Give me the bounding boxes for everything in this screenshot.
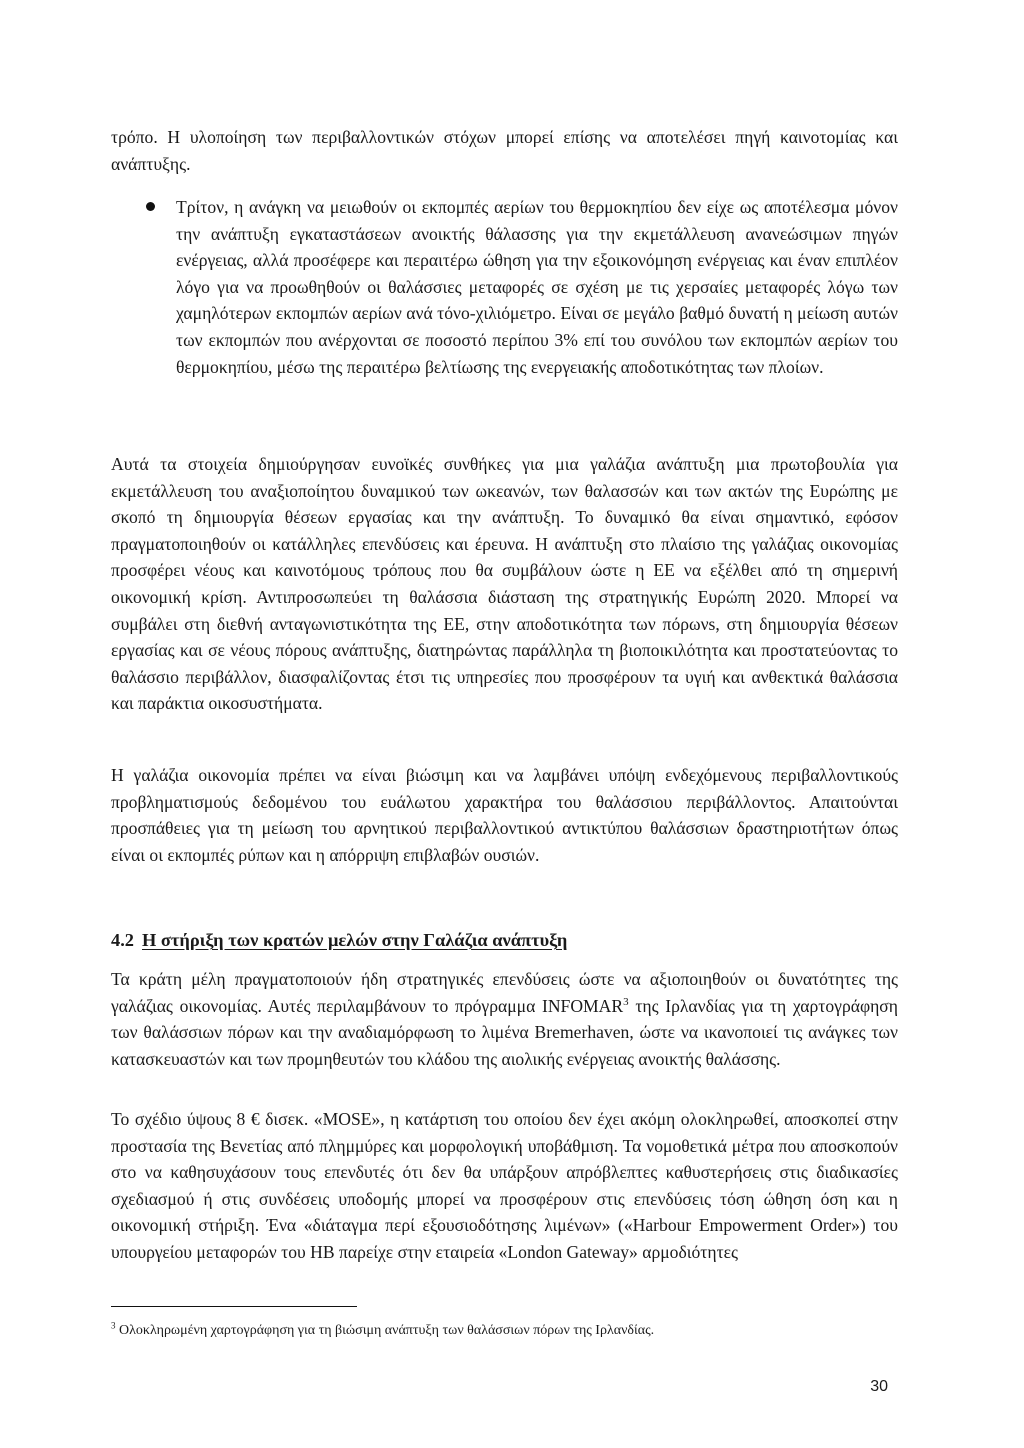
page-number: 30 [870,1378,888,1395]
paragraph-blue-growth: Αυτά τα στοιχεία δημιούργησαν ευνοϊκές συνθήκες για μια γαλάζια ανάπτυξη μια πρωτοβουλία για εκμετάλλευση του αναξιοποίητου δυναμικού των ωκεανών, των θαλασσών και των ακτών της Ευρώπης με σκοπό τη δημιουργία θέσεων εργασίας και την ανάπτυξη. Το δυναμικό θα είναι σημαντικό, εφόσον πραγματοποιηθούν οι κατάλληλες επενδύσεις και έρευνα. Η ανάπτυξη στο πλαίσιο της γαλάζιας οικονομίας προσφέρει νέους και καινοτόμους τρόπους που θα συμβάλουν ώστε η ΕΕ να εξέλθει από τη σημερινή οικονομική κρίση. Αντιπροσωπεύει τη θαλάσσια διάσταση της στρατηγικής Ευρώπη 2020. Μπορεί να συμβάλει στη διεθνή ανταγωνιστικότητα της ΕΕ, στην αποδοτικότητα των πόρωνs, στη δημιουργία θέσεων εργασίας και σε νέους πόρους ανάπτυξης, διατηρώντας παράλληλα τη βιοποικιλότητα και προστατεύοντας το θαλάσσιο περιβάλλον, διασφαλίζοντας έτσι τις υπηρεσίες που προσφέρουν τα υγιή και ανθεκτικά θαλάσσια και παράκτια οικοσυστήματα. [111,454,898,714]
footnote-text: Ολοκληρωμένη χαρτογράφηση για τη βιώσιμη ανάπτυξη των θαλάσσιων πόρων της Ιρλανδίας. [119,1323,655,1338]
continuation-paragraph: τρόπο. Η υλοποίηση των περιβαλλοντικών στόχων μπορεί επίσης να αποτελέσει πηγή καινοτομίας και ανάπτυξης. [111,127,898,174]
bullet-icon [146,202,155,211]
section-heading [111,927,567,953]
paragraph-member-states [111,966,898,1072]
paragraph-member-states-part2: της Ιρλανδίας για τη χαρτογράφηση των θαλάσσιων πόρων και την αναδιαμόρφωση το λιμένα Bremerhaven, ώστε να ικανοποιεί τις ανάγκες των κατασκευαστών και των προμηθευτών του κλάδου της αιολικής ενέργειας ανοικτής θαλάσσης. [111,995,898,1069]
section-title: Η στήριξη των κρατών μελών στην Γαλάζια ανάπτυξη [142,930,568,950]
paragraph-mose: Το σχέδιο ύψους 8 € δισεκ. «MOSE», η κατάρτιση του οποίου δεν έχει ακόμη ολοκληρωθεί, αποσκοπεί στην προστασία της Βενετίας από πλημμύρες και μορφολογική υποβάθμιση. Τα νομοθετικά μέτρα που αποσκοπούν στο να καθησυχάσουν τους επενδυτές ότι δεν θα υπάρξουν απρόβλεπτες καθυστερήσεις στις διαδικασίες σχεδιασμού ή στις συνδέσεις υποδομής μπορεί να προσφέρουν στις επενδύσεις τόση ώθηση όση και η οικονομική στήριξη. Ένα «διάταγμα περί εξουσιοδότησης λιμένων» («Harbour Empowerment Order») του υπουργείου μεταφορών του ΗΒ παρείχε στην εταιρεία «London Gateway» αρμοδιότητες [111,1109,898,1262]
bullet-paragraph: Τρίτον, η ανάγκη να μειωθούν οι εκπομπές αερίων του θερμοκηπίου δεν είχε ως αποτέλεσμα μόνον την ανάπτυξη εγκαταστάσεων ανοικτής θάλασσης για την εκμετάλλευση ανανεώσιμων πηγών ενέργειας, αλλά προσέφερε και περαιτέρω ώθηση για την εξοικονόμηση ενέργειας και έναν επιπλέον λόγο για να προωθηθούν οι θαλάσσιες μεταφορές σε σχέση με τις χερσαίες μεταφορές λόγω των χαμηλότερων εκπομπών αερίων ανά τόνο-χιλιόμετρο. Είναι σε μεγάλο βαθμό δυνατή η μείωση αυτών των εκπομπών που ανέρχονται σε ποσοστό περίπου 3% επί του συνόλου των εκπομπών αερίων του θερμοκηπίου, μέσω της περαιτέρω βελτίωσης της ενεργειακής αποδοτικότητας των πλοίων. [176,197,898,377]
footnote-marker: 3 [111,1320,116,1331]
paragraph-member-states-part1: Τα κράτη μέλη πραγματοποιούν ήδη στρατηγικές επενδύσεις ώστε να αξιοποιηθούν οι δυνατότητες της γαλάζιας οικονομίας. Αυτές περιλαμβάνουν το πρόγραμμα INFOMAR [111,969,898,1016]
section-number: 4.2 [111,930,134,950]
footnote [111,1321,654,1341]
footnote-reference[interactable]: 3 [623,995,629,1008]
paragraph-sustainability: Η γαλάζια οικονομία πρέπει να είναι βιώσιμη και να λαμβάνει υπόψη ενδεχόμενους περιβαλλοντικούς προβληματισμούς δεδομένου του ευάλωτου χαρακτήρα του θαλάσσιου περιβάλλοντος. Απαιτούνται προσπάθειες για τη μείωση του αρνητικού περιβαλλοντικού αντικτύπου θαλάσσιων δραστηριοτήτων όπως είναι οι εκπομπές ρύπων και η απόρριψη επιβλαβών ουσιών. [111,765,898,865]
footnote-divider [111,1306,357,1307]
